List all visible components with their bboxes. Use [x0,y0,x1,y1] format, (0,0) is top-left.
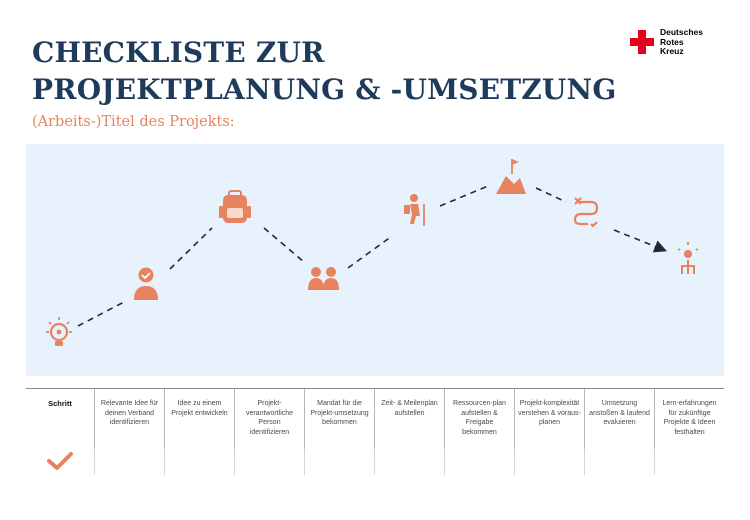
growth-icon [678,242,698,274]
title-line-1: CHECKLISTE ZUR [32,36,325,69]
project-title-label: (Arbeits-)Titel des Projekts: [32,114,235,130]
logo-line-3: Kreuz [660,46,684,56]
path-segment-4 [348,236,392,268]
check-cell-2[interactable] [164,449,234,475]
title-line-2: PROJEKTPLANUNG & -UMSETZUNG [32,73,617,106]
journey-path [26,144,724,376]
page-title [32,34,616,108]
step-8: Umsetzung anstoßen & laufend evaluieren [584,389,654,449]
drk-logo [630,28,720,58]
check-cell-4[interactable] [304,449,374,475]
path-segment-2 [170,228,212,269]
step-5: Zeit- & Meilenplan aufstellen [374,389,444,449]
checklist-table [26,388,724,475]
check-cell-3[interactable] [234,449,304,475]
path-segment-6 [536,188,566,202]
route-icon [575,198,597,226]
logo-text [660,28,703,57]
red-cross-icon [630,30,654,54]
check-legend [26,449,94,475]
step-1: Relevante Idee für deinen Verband identifizieren [94,389,164,449]
path-segment-7 [614,230,664,250]
team-icon [308,267,339,290]
table-header-row [26,389,724,449]
step-9: Lern-erfahrungen für zukünftige Projekte & Ideen festhalten [654,389,724,449]
step-7: Projekt-komplexität verstehen & voraus-planen [514,389,584,449]
lightbulb-icon [46,317,72,346]
step-4: Mandat für die Projekt-umsetzung bekommen [304,389,374,449]
checkmark-icon [46,451,74,471]
backpack-icon [219,191,251,223]
hiker-icon [404,194,424,226]
path-segment-3 [264,228,304,262]
step-6: Ressourcen-plan aufstellen & Freigabe bekommen [444,389,514,449]
summit-flag-icon [496,159,526,194]
path-segment-5 [440,186,488,206]
logo-line-2: Rotes [660,36,684,47]
journey-illustration [26,144,724,376]
path-segment-1 [78,302,124,326]
check-cell-1[interactable] [94,449,164,475]
check-cell-9[interactable] [654,449,724,475]
check-cell-6[interactable] [444,449,514,475]
check-cell-7[interactable] [514,449,584,475]
logo-line-1: Deutsches [660,27,703,37]
step-header: Schritt [48,399,72,408]
user-check-icon [134,268,158,301]
check-cell-8[interactable] [584,449,654,475]
check-cell-5[interactable] [374,449,444,475]
step-2: Idee zu einem Projekt entwickeln [164,389,234,449]
checkbox-row [26,449,724,475]
step-3: Projekt-verantwortliche Person identifizieren [234,389,304,449]
